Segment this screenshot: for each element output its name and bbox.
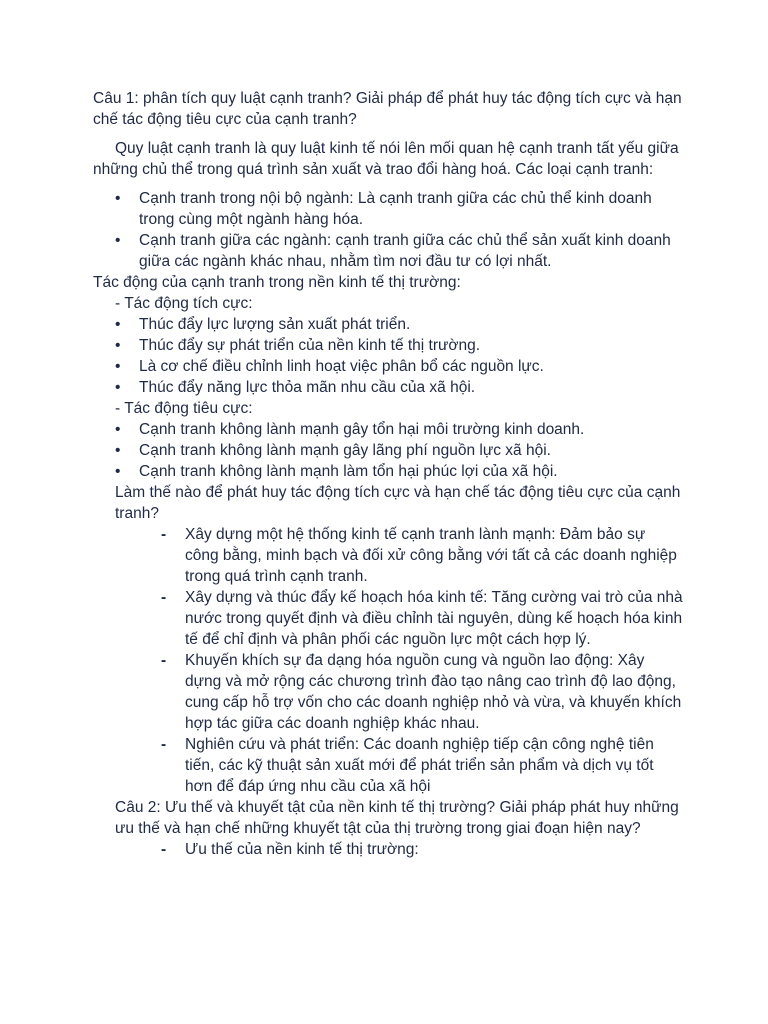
negative-effects-list xyxy=(93,419,683,482)
question-1-title: Câu 1: phân tích quy luật cạnh tranh? Giải pháp để phát huy tác động tích cực và hạn chế tác động tiêu cực của cạnh tranh? xyxy=(93,90,682,128)
list-item: - Ưu thế của nền kinh tế thị trường: xyxy=(93,839,683,860)
effects-heading: Tác động của cạnh tranh trong nền kinh tế thị trường: xyxy=(93,274,461,291)
question-2-points xyxy=(93,839,683,860)
list-item: • Thúc đẩy sự phát triển của nền kinh tế thị trường. xyxy=(93,335,683,356)
list-item: - Khuyến khích sự đa dạng hóa nguồn cung và nguồn lao động: Xây dựng và mở rộng các chương trình đào tạo nâng cao trình độ lao động, cung cấp hỗ trợ vốn cho các doanh nghiệp nhỏ và vừa, và khuyến khích hợp tác giữa các doanh nghiệp khác nhau. xyxy=(93,650,683,734)
negative-effects-heading: - Tác động tiêu cực: xyxy=(115,400,253,417)
competition-law-intro: Quy luật cạnh tranh là quy luật kinh tế nói lên mối quan hệ cạnh tranh tất yếu giữa những chủ thể trong quá trình sản xuất và trao đổi hàng hoá. Các loại cạnh tranh: xyxy=(93,140,679,178)
question-2-title: Câu 2: Ưu thế và khuyết tật của nền kinh tế thị trường? Giải pháp phát huy những ưu thế và hạn chế những khuyết tật của thị trường trong giai đoạn hiện nay? xyxy=(115,799,679,837)
solutions-heading: Làm thế nào để phát huy tác động tích cực và hạn chế tác động tiêu cực của cạnh tranh? xyxy=(115,484,681,522)
document-body xyxy=(93,88,683,860)
list-item: • Cạnh tranh trong nội bộ ngành: Là cạnh tranh giữa các chủ thể kinh doanh trong cùng một ngành hàng hóa. xyxy=(93,188,683,230)
list-item: - Xây dựng và thúc đẩy kế hoạch hóa kinh tế: Tăng cường vai trò của nhà nước trong quyết định và điều chỉnh tài nguyên, dùng kế hoạch hóa kinh tế để chỉ định và phân phối các nguồn lực một cách hợp lý. xyxy=(93,587,683,650)
list-item: • Thúc đẩy năng lực thỏa mãn nhu cầu của xã hội. xyxy=(93,377,683,398)
solutions-list xyxy=(93,524,683,797)
list-item: • Cạnh tranh không lành mạnh làm tổn hại phúc lợi của xã hội. xyxy=(93,461,683,482)
list-item: - Xây dựng một hệ thống kinh tế cạnh tranh lành mạnh: Đảm bảo sự công bằng, minh bạch và đối xử công bằng với tất cả các doanh nghiệp trong quá trình cạnh tranh. xyxy=(93,524,683,587)
list-item: • Cạnh tranh giữa các ngành: cạnh tranh giữa các chủ thể sản xuất kinh doanh giữa các ngành khác nhau, nhằm tìm nơi đầu tư có lợi nhất. xyxy=(93,230,683,272)
competition-types-list xyxy=(93,188,683,272)
list-item: • Thúc đẩy lực lượng sản xuất phát triển. xyxy=(93,314,683,335)
positive-effects-list xyxy=(93,314,683,398)
list-item: • Cạnh tranh không lành mạnh gây lãng phí nguồn lực xã hội. xyxy=(93,440,683,461)
positive-effects-heading: - Tác động tích cực: xyxy=(115,295,253,312)
list-item: • Là cơ chế điều chỉnh linh hoạt việc phân bổ các nguồn lực. xyxy=(93,356,683,377)
list-item: - Nghiên cứu và phát triển: Các doanh nghiệp tiếp cận công nghệ tiên tiến, các kỹ thuật sản xuất mới để phát triển sản phẩm và dịch vụ tốt hơn để đáp ứng nhu cầu của xã hội xyxy=(93,734,683,797)
list-item: • Cạnh tranh không lành mạnh gây tổn hại môi trường kinh doanh. xyxy=(93,419,683,440)
